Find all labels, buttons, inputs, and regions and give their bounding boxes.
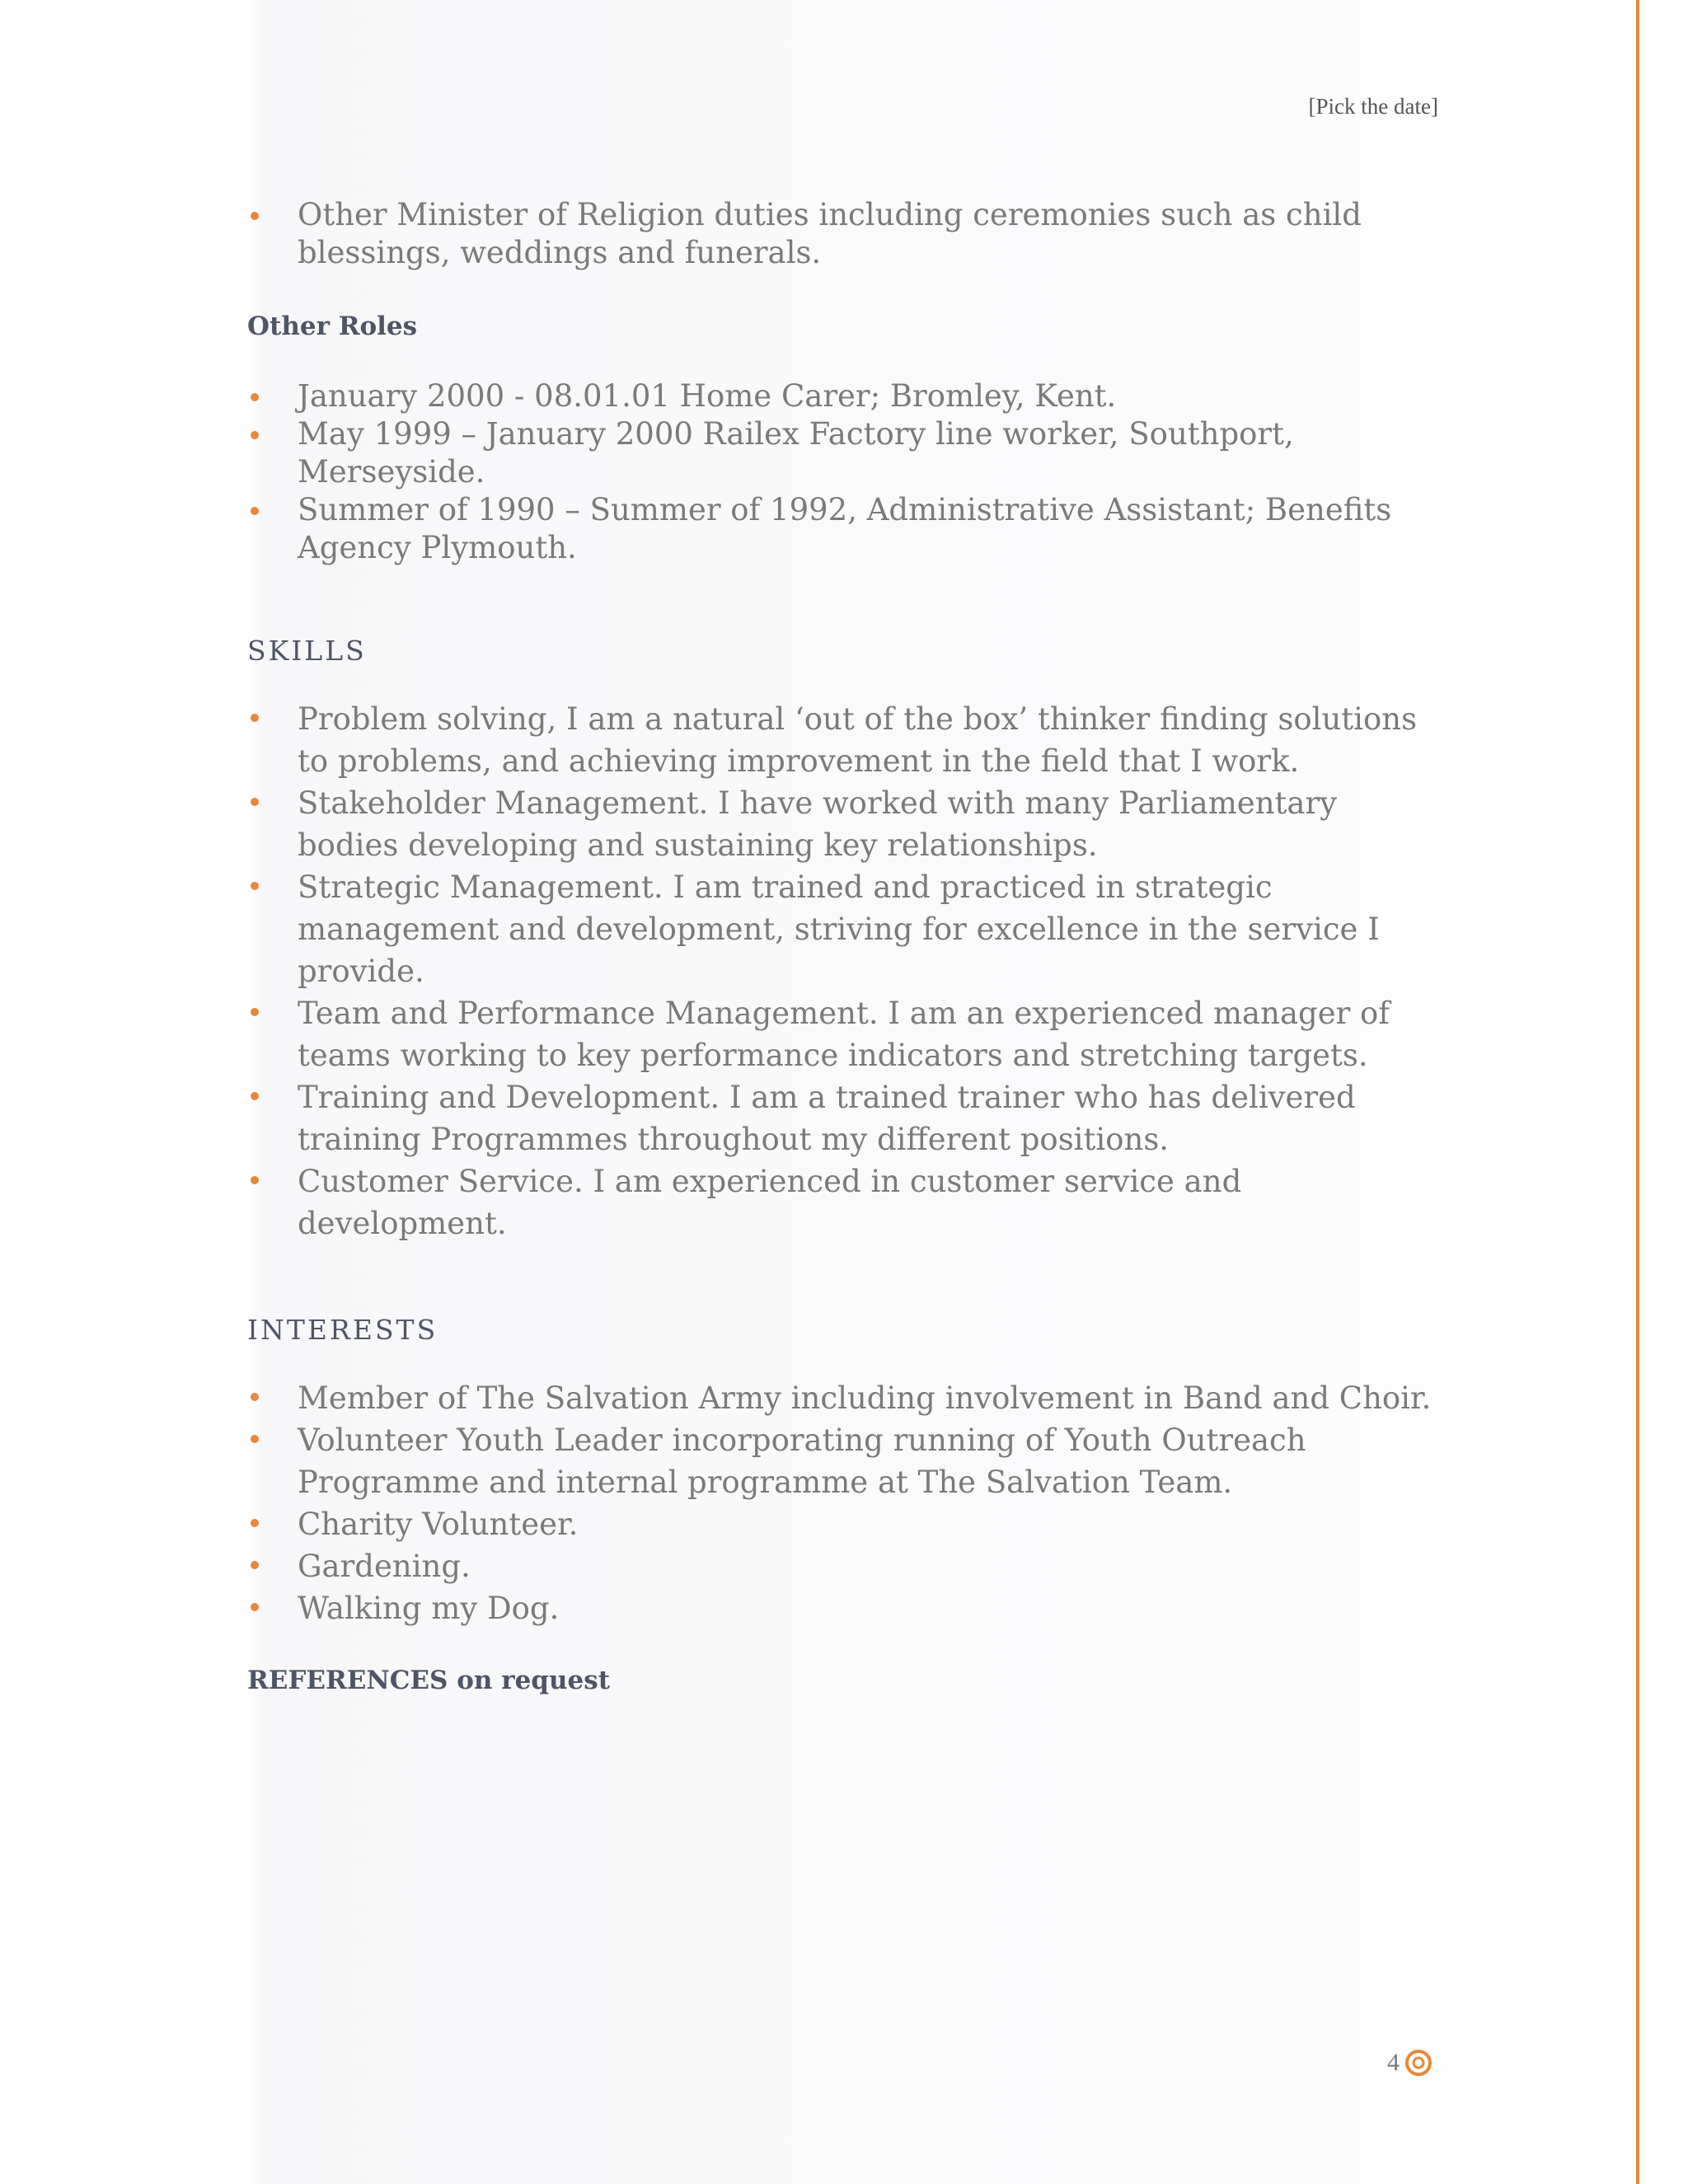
header-date-placeholder[interactable]: [Pick the date] <box>1308 94 1438 119</box>
list-item: Problem solving, I am a natural ‘out of the box’ thinker finding solutions to problems, and achieving improvement in the field that I work. <box>247 698 1442 782</box>
bullet-icon <box>251 714 259 722</box>
document-body <box>247 196 1442 1695</box>
list-item: Walking my Dog. <box>247 1587 1442 1629</box>
list-item: Charity Volunteer. <box>247 1503 1442 1545</box>
bullet-icon <box>251 1519 259 1527</box>
bullet-icon <box>251 798 259 806</box>
bullet-icon <box>251 1561 259 1569</box>
page-footer <box>1387 2049 1432 2077</box>
list-item: Team and Performance Management. I am an experienced manager of teams working to key performance indicators and stretching targets. <box>247 992 1442 1076</box>
other-roles-heading: Other Roles <box>247 312 418 341</box>
interests-list <box>247 1377 1442 1629</box>
skills-list <box>247 698 1442 1244</box>
interests-heading: INTERESTS <box>247 1314 438 1346</box>
bullet-icon <box>251 1435 259 1443</box>
list-item: May 1999 – January 2000 Railex Factory line worker, Southport, Merseyside. <box>247 415 1442 491</box>
bullet-icon <box>251 1092 259 1100</box>
references-note: REFERENCES on request <box>247 1666 611 1695</box>
bullet-icon <box>251 431 259 439</box>
list-item: Summer of 1990 – Summer of 1992, Administrative Assistant; Benefits Agency Plymouth. <box>247 491 1442 567</box>
bullet-icon <box>251 882 259 890</box>
ministry-duties-list <box>247 196 1442 272</box>
bullet-icon <box>251 507 259 515</box>
list-item: Stakeholder Management. I have worked with many Parliamentary bodies developing and sustaining key relationships. <box>247 782 1442 866</box>
bullet-icon <box>251 1176 259 1184</box>
list-item: Strategic Management. I am trained and practiced in strategic management and development, striving for excellence in the service I provide. <box>247 866 1442 992</box>
bullet-icon <box>251 212 259 220</box>
bullet-icon <box>251 393 259 401</box>
bullet-icon <box>251 1008 259 1016</box>
list-item: Customer Service. I am experienced in customer service and development. <box>247 1160 1442 1244</box>
list-item: January 2000 - 08.01.01 Home Carer; Bromley, Kent. <box>247 377 1442 415</box>
skills-heading: SKILLS <box>247 635 367 667</box>
list-item: Volunteer Youth Leader incorporating running of Youth Outreach Programme and internal programme at The Salvation Team. <box>247 1419 1442 1503</box>
list-item: Other Minister of Religion duties including ceremonies such as child blessings, weddings and funerals. <box>247 196 1442 272</box>
list-item: Member of The Salvation Army including involvement in Band and Choir. <box>247 1377 1442 1419</box>
bullet-icon <box>251 1393 259 1401</box>
list-item: Gardening. <box>247 1545 1442 1587</box>
right-margin-rule <box>1636 0 1639 2184</box>
page-number: 4 <box>1387 2049 1400 2076</box>
other-roles-list <box>247 377 1442 567</box>
bullet-icon <box>251 1603 259 1611</box>
list-item: Training and Development. I am a trained trainer who has delivered training Programmes throughout my different positions. <box>247 1076 1442 1160</box>
concentric-circle-icon <box>1404 2049 1432 2077</box>
